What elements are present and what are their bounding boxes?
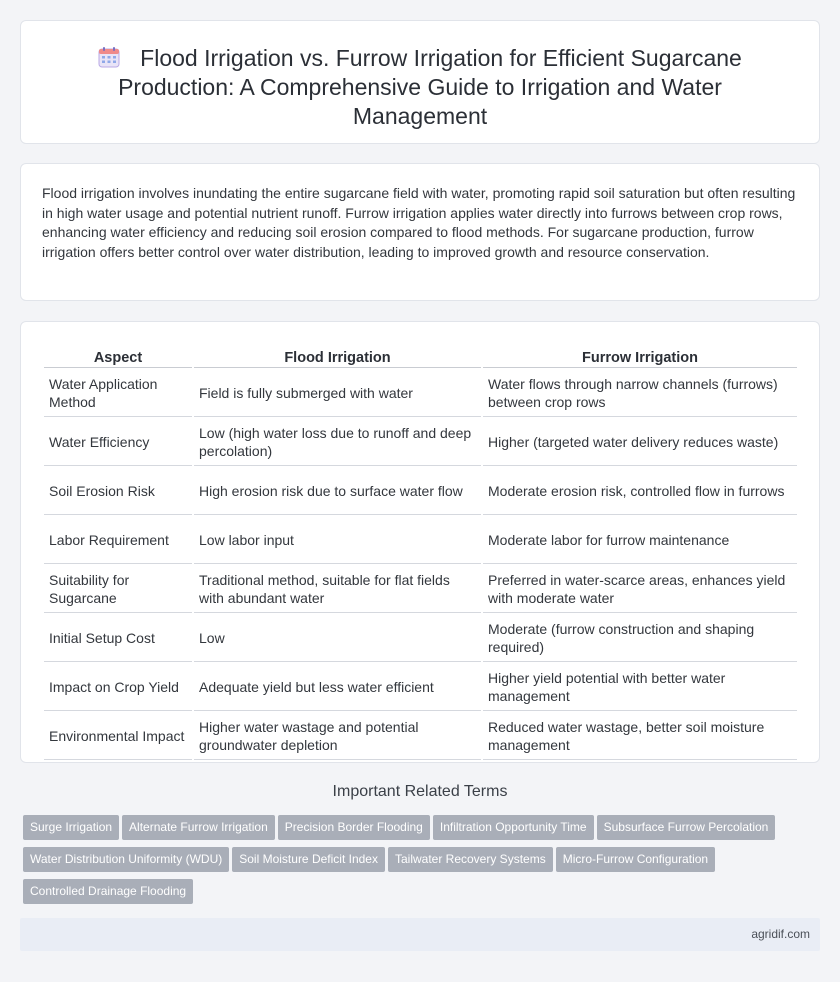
related-term-tag[interactable]: Water Distribution Uniformity (WDU): [23, 847, 229, 872]
related-terms-title: Important Related Terms: [332, 783, 508, 800]
table-cell: Moderate (furrow construction and shaping required): [483, 615, 797, 662]
table-cell: Suitability for Sugarcane: [44, 566, 192, 613]
table-cell: Water Efficiency: [44, 419, 192, 466]
comparison-table: [42, 342, 799, 762]
header-furrow: Furrow Irrigation: [483, 344, 797, 368]
table-row: [44, 566, 797, 613]
table-cell: Low: [194, 615, 481, 662]
related-term-tag[interactable]: Subsurface Furrow Percolation: [597, 815, 776, 840]
table-header-row: [44, 344, 797, 368]
table-row: [44, 370, 797, 417]
table-cell: Water flows through narrow channels (furrows) between crop rows: [483, 370, 797, 417]
table-cell: Environmental Impact: [44, 713, 192, 760]
related-term-tag[interactable]: Soil Moisture Deficit Index: [232, 847, 385, 872]
related-terms-list: [23, 815, 813, 911]
table-cell: Water Application Method: [44, 370, 192, 417]
table-cell: Adequate yield but less water efficient: [194, 664, 481, 711]
related-term-tag[interactable]: Infiltration Opportunity Time: [433, 815, 594, 840]
footer-site-link[interactable]: agridif.com: [751, 927, 810, 941]
description-card: [20, 163, 820, 301]
table-cell: Moderate labor for furrow maintenance: [483, 517, 797, 564]
table-cell: Traditional method, suitable for flat fields with abundant water: [194, 566, 481, 613]
related-term-tag[interactable]: Alternate Furrow Irrigation: [122, 815, 275, 840]
footer-bar: [20, 918, 820, 951]
table-row: [44, 664, 797, 711]
page-title-wrap: [61, 44, 779, 131]
table-cell: High erosion risk due to surface water flow: [194, 468, 481, 515]
table-row: [44, 517, 797, 564]
header-flood: Flood Irrigation: [194, 344, 481, 368]
table-cell: Impact on Crop Yield: [44, 664, 192, 711]
table-cell: Moderate erosion risk, controlled flow in furrows: [483, 468, 797, 515]
table-row: [44, 419, 797, 466]
table-cell: Initial Setup Cost: [44, 615, 192, 662]
header-aspect: Aspect: [44, 344, 192, 368]
page-title: Flood Irrigation vs. Furrow Irrigation for Efficient Sugarcane Production: A Comprehensive Guide to Irrigation and Water Management: [118, 45, 742, 129]
description-text: Flood irrigation involves inundating the entire sugarcane field with water, promoting rapid soil saturation but often resulting in high water usage and potential nutrient runoff. Furrow irrigation applies water directly into furrows between crop rows, enhancing water efficiency and reducing soil erosion compared to flood methods. For sugarcane production, furrow irrigation offers better control over water distribution, leading to improved growth and resource conservation.: [42, 185, 796, 260]
table-row: [44, 468, 797, 515]
table-cell: Field is fully submerged with water: [194, 370, 481, 417]
calendar-icon: [98, 46, 120, 68]
related-term-tag[interactable]: Micro-Furrow Configuration: [556, 847, 715, 872]
table-cell: Higher (targeted water delivery reduces waste): [483, 419, 797, 466]
table-row: [44, 615, 797, 662]
related-term-tag[interactable]: Controlled Drainage Flooding: [23, 879, 193, 904]
table-cell: Soil Erosion Risk: [44, 468, 192, 515]
table-cell: Low (high water loss due to runoff and deep percolation): [194, 419, 481, 466]
table-cell: Higher yield potential with better water management: [483, 664, 797, 711]
related-term-tag[interactable]: Surge Irrigation: [23, 815, 119, 840]
related-term-tag[interactable]: Tailwater Recovery Systems: [388, 847, 553, 872]
comparison-card: [20, 321, 820, 763]
table-cell: Low labor input: [194, 517, 481, 564]
table-cell: Labor Requirement: [44, 517, 192, 564]
table-row: [44, 713, 797, 760]
table-cell: Preferred in water-scarce areas, enhances yield with moderate water: [483, 566, 797, 613]
table-cell: Higher water wastage and potential groundwater depletion: [194, 713, 481, 760]
title-card: [20, 20, 820, 144]
table-cell: Reduced water wastage, better soil moisture management: [483, 713, 797, 760]
related-term-tag[interactable]: Precision Border Flooding: [278, 815, 430, 840]
